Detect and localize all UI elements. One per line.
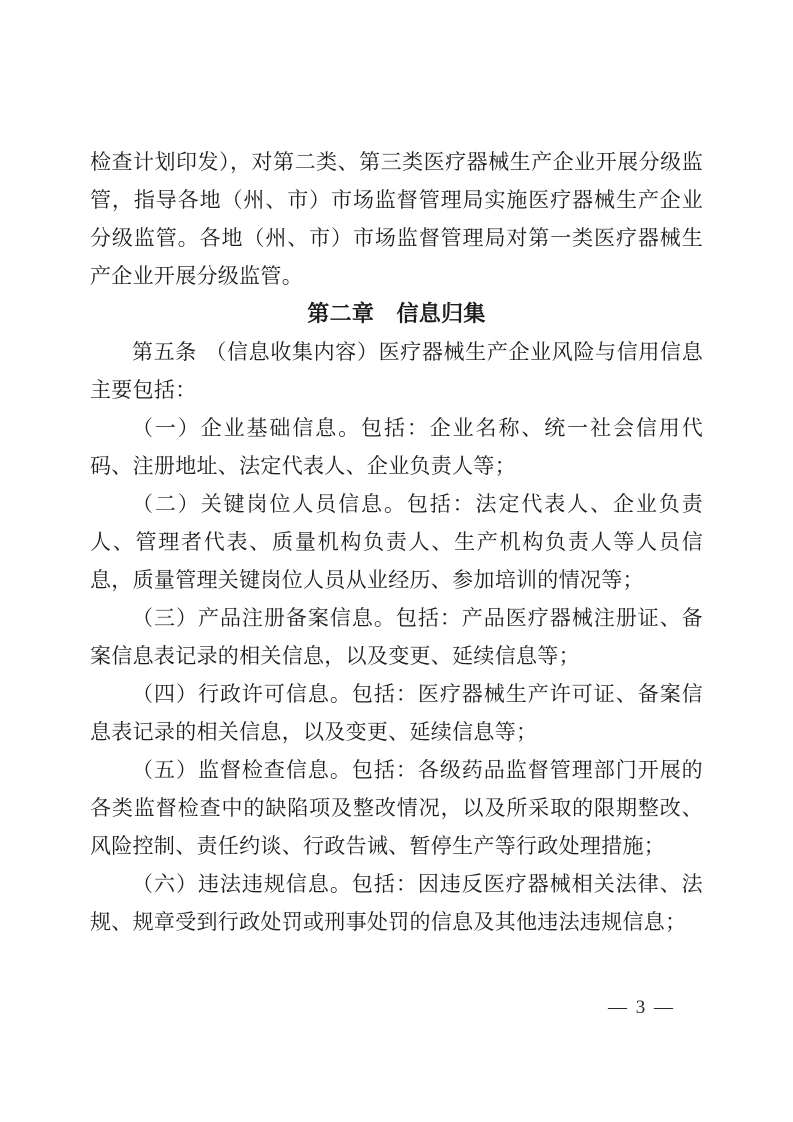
continuation-paragraph: 检查计划印发），对第二类、第三类医疗器械生产企业开展分级监管，指导各地（州、市）市场监督管理局实施医疗器械生产企业分级监管。各地（州、市）市场监督管理局对第一类医疗器械生产企业开展分级监管。 xyxy=(90,150,703,288)
chapter-heading: 第二章 信息归集 xyxy=(307,301,486,326)
list-item-2: （二）关键岗位人员信息。包括：法定代表人、企业负责人、管理者代表、质量机构负责人、生产机构负责人等人员信息，质量管理关键岗位人员从业经历、参加培训的情况等； xyxy=(90,492,703,592)
list-item-1: （一）企业基础信息。包括：企业名称、统一社会信用代码、注册地址、法定代表人、企业负责人等； xyxy=(90,416,703,478)
list-item-5: （五）监督检查信息。包括：各级药品监督管理部门开展的各类监督检查中的缺陷项及整改情况，以及所采取的限期整改、风险控制、责任约谈、行政告诫、暂停生产等行政处理措施； xyxy=(90,758,703,858)
article-number-label: 第五条 xyxy=(132,340,197,364)
document-body xyxy=(90,143,703,941)
list-item-4: （四）行政许可信息。包括：医疗器械生产许可证、备案信息表记录的相关信息，以及变更、延续信息等； xyxy=(90,682,703,744)
article-intro-text: （信息收集内容）医疗器械生产企业风险与信用信息主要包括： xyxy=(90,340,703,402)
list-item-6: （六）违法违规信息。包括：因违反医疗器械相关法律、法规、规章受到行政处罚或刑事处罚的信息及其他违法违规信息； xyxy=(90,872,703,934)
list-item-3: （三）产品注册备案信息。包括：产品医疗器械注册证、备案信息表记录的相关信息，以及变更、延续信息等； xyxy=(90,606,703,668)
article-paragraph xyxy=(90,333,703,409)
page-number: — 3 — xyxy=(608,997,675,1018)
